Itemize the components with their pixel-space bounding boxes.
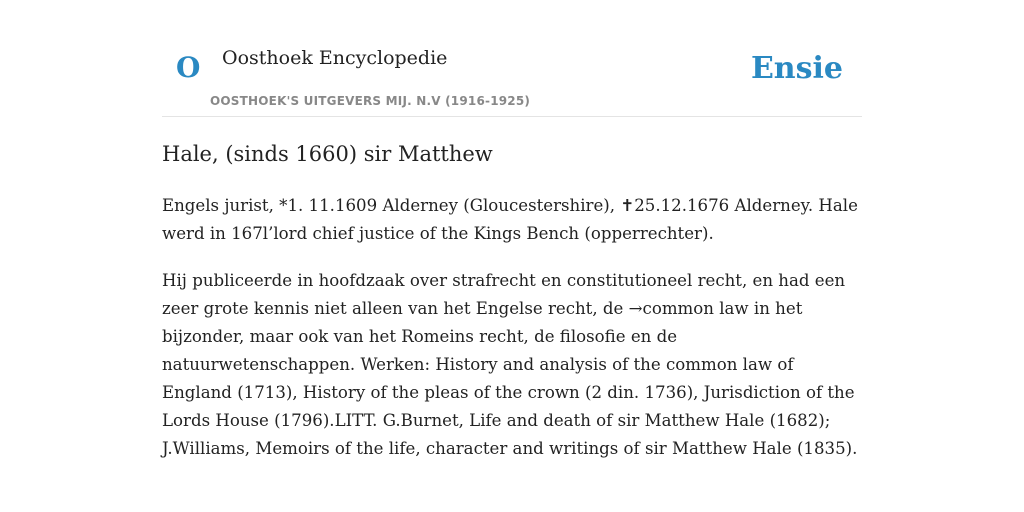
article-body: [162, 192, 862, 482]
common-law-link[interactable]: →common law: [628, 299, 749, 318]
ensie-logo-link[interactable]: Ensie: [750, 51, 843, 86]
paragraph-text: in het bijzonder, maar ook van het Romeins recht, de filosofie en de natuurwetenschappen. Werken: History and analysis of the common law of England (1713), History of the pleas of the crown (2 din. 1736), Jurisdiction of the Lords House (1796).LITT. G.Burnet, Life and death of sir Matthew Hale (1682); J.Williams, Memoirs of the life, character and writings of sir Matthew Hale (1835).: [162, 299, 858, 458]
paragraph-text: Hij publiceerde in hoofdzaak over strafrecht en constitutioneel recht, en had een zeer grote kennis niet alleen van het Engelse recht, de: [162, 271, 846, 318]
article-title: Hale, (sinds 1660) sir Matthew: [162, 142, 493, 166]
source-logo[interactable]: O: [176, 51, 201, 84]
source-title[interactable]: Oosthoek Encyclopedie: [222, 47, 448, 69]
article-paragraph: Engels jurist, *1. 11.1609 Alderney (Gloucestershire), ✝25.12.1676 Alderney. Hale werd in 167l’lord chief justice of the Kings Bench (opperrechter).: [162, 196, 858, 243]
article-paragraph: [162, 267, 862, 463]
source-header: [162, 0, 862, 117]
publisher-label: OOSTHOEK'S UITGEVERS MIJ. N.V (1916-1925): [210, 94, 531, 108]
